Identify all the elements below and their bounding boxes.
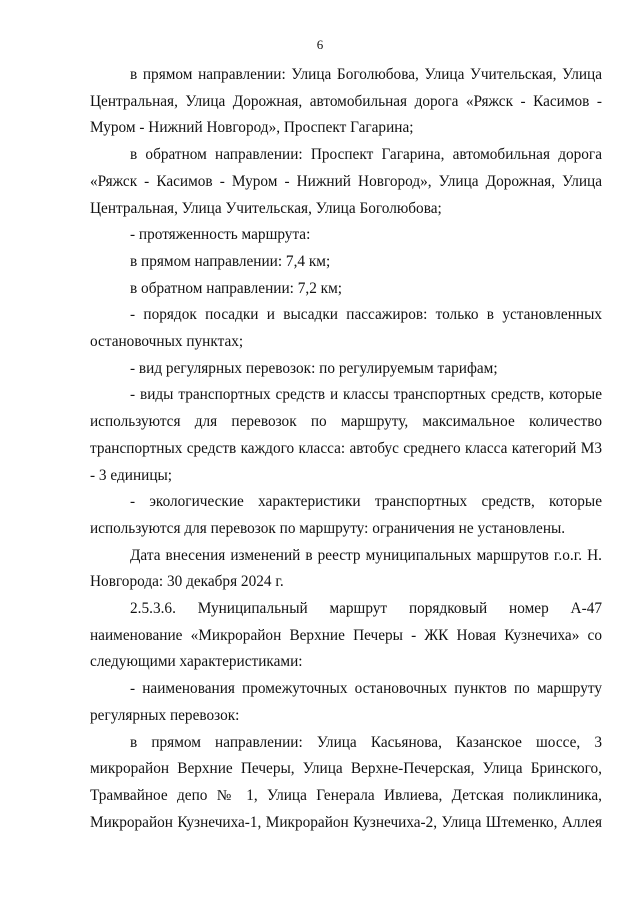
paragraph-route-a47: 2.5.3.6. Муниципальный маршрут порядковый номер А-47 наименование «Микрорайон Верхние Печеры - ЖК Новая Кузнечиха» со следующими характеристиками:	[90, 600, 602, 671]
paragraph-direct-route: в прямом направлении: Улица Боголюбова, Улица Учительская, Улица Центральная, Улица Дорожная, автомобильная дорога «Ряжск - Касимов - Муром - Нижний Новгород», Проспект Гагарина;	[90, 66, 602, 137]
paragraph-reverse-length: в обратном направлении: 7,2 км;	[130, 279, 343, 297]
paragraph-intermediate-stops: - наименования промежуточных остановочных пунктов по маршруту регулярных перевозок:	[90, 680, 602, 724]
page-number: 6	[316, 37, 324, 52]
paragraph-reverse-route: в обратном направлении: Проспект Гагарина, автомобильная дорога «Ряжск - Касимов - Муром - Нижний Новгород», Улица Дорожная, Улица Центральная, Улица Учительская, Улица Боголюбова;	[90, 146, 602, 217]
paragraph-route-length-heading: - протяженность маршрута:	[130, 226, 311, 244]
document-body	[90, 62, 602, 836]
paragraph-a47-direct-stops: в прямом направлении: Улица Касьянова, Казанское шоссе, 3 микрорайон Верхние Печеры, Улица Верхне-Печерская, Улица Бринского, Трамвайное депо № 1, Улица Генерала Ивлиева, Детская поликлиника, Микрорайон Кузнечиха-1, Микрорайон Кузнечиха-2, Улица Штеменко, Аллея	[90, 733, 602, 831]
paragraph-registry-date: Дата внесения изменений в реестр муниципальных маршрутов г.о.г. Н. Новгорода: 30 декабря 2024 г.	[90, 546, 602, 591]
paragraph-vehicle-classes: - виды транспортных средств и классы транспортных средств, которые используются для перевозок по маршруту, максимальное количество транспортных средств каждого класса: автобус среднего класса категорий М3 - 3 единицы;	[90, 386, 602, 484]
paragraph-direct-length: в прямом направлении: 7,4 км;	[130, 252, 331, 270]
paragraph-ecological: - экологические характеристики транспортных средств, которые используются для перевозок по маршруту: ограничения не установлены.	[90, 493, 602, 537]
paragraph-boarding-order: - порядок посадки и высадки пассажиров: только в установленных остановочных пунктах;	[90, 306, 602, 351]
paragraph-transport-type: - вид регулярных перевозок: по регулируемым тарифам;	[130, 359, 498, 377]
